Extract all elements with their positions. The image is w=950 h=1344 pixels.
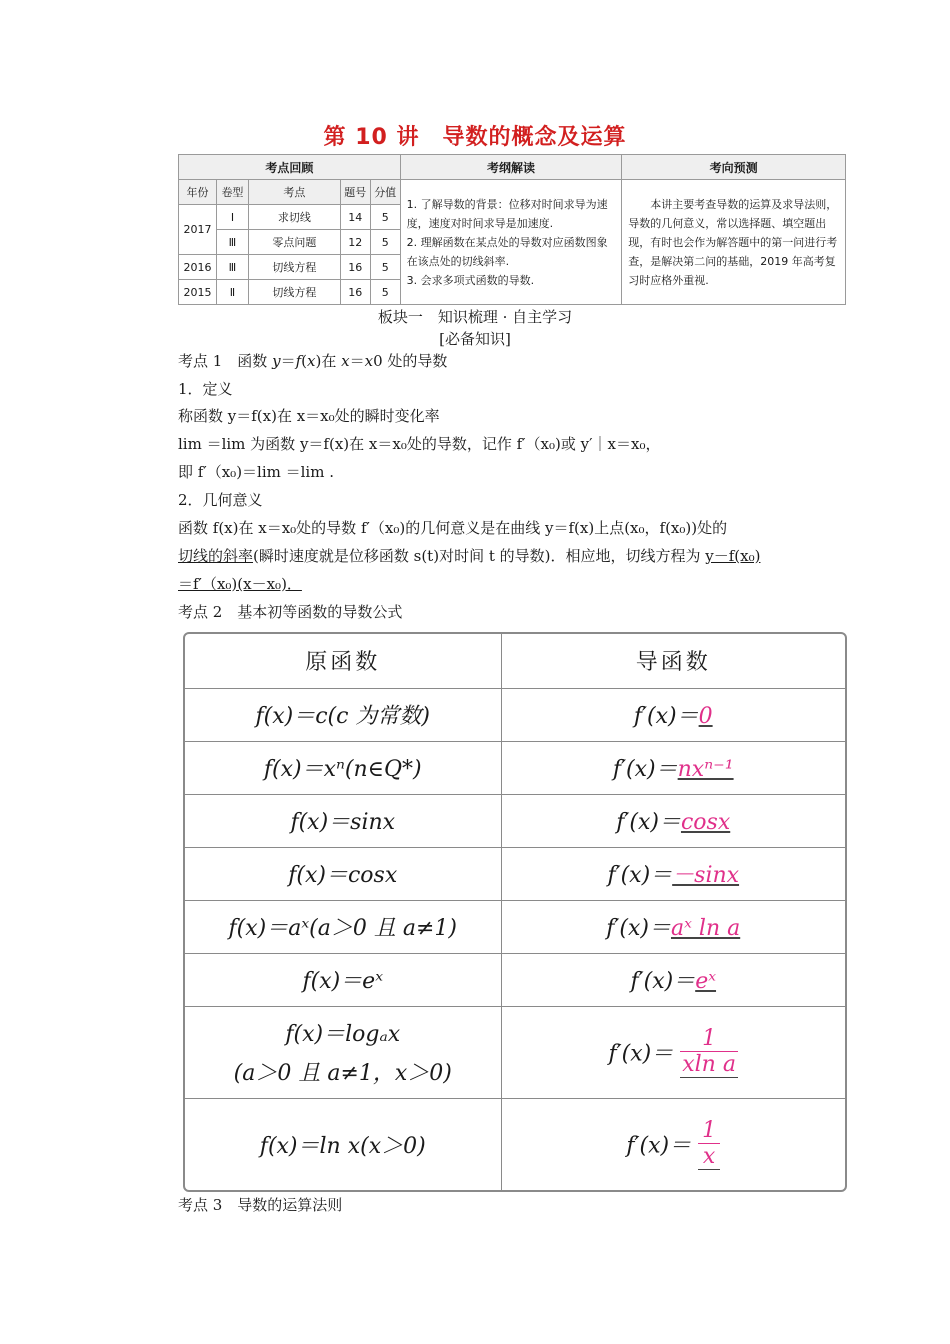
geometry-line: 切线的斜率(瞬时速度就是位移函数 s(t)对时间 t 的导数)．相应地，切线方程为 y－f(x₀) bbox=[178, 547, 761, 565]
derivative-answer: －sinx bbox=[672, 863, 740, 888]
table-cell-topic: 求切线 bbox=[248, 205, 340, 230]
definition-line: 称函数 y＝f(x)在 x＝x₀处的瞬时变化率 bbox=[178, 407, 440, 425]
original-function: f(x)＝logₐx (a＞0 且 a≠1，x＞0) bbox=[185, 1006, 501, 1098]
exam-overview-table bbox=[178, 154, 846, 305]
table-cell-score: 5 bbox=[370, 205, 400, 230]
table-cell-score: 5 bbox=[370, 255, 400, 280]
derivative-answer: cosx bbox=[680, 810, 731, 835]
subheader-topic: 考点 bbox=[248, 180, 340, 205]
point2-title: 考点 2 基本初等函数的导数公式 bbox=[178, 603, 403, 621]
derivative-cell: f′(x)＝aˣ ln a bbox=[501, 900, 845, 953]
derivative-cell: f′(x)＝ $\frac{1}{x}$ bbox=[501, 1098, 845, 1190]
point1-title: 考点 1 函数 y＝f(x)在 x＝x0 处的导数 bbox=[178, 352, 448, 370]
subheader-year: 年份 bbox=[179, 180, 217, 205]
table-cell-volume: Ⅲ bbox=[216, 255, 248, 280]
original-function: f(x)＝ln x(x＞0) bbox=[185, 1098, 501, 1190]
point3-title: 考点 3 导数的运算法则 bbox=[178, 1196, 343, 1214]
geometry-heading: 2．几何意义 bbox=[178, 491, 263, 509]
derivative-cell: f′(x)＝0 bbox=[501, 688, 845, 741]
table-cell-volume: Ⅰ bbox=[216, 205, 248, 230]
original-function: f(x)＝sinx bbox=[185, 794, 501, 847]
original-function: f(x)＝c(c 为常数) bbox=[185, 688, 501, 741]
derivative-answer: eˣ bbox=[695, 969, 717, 994]
table-cell-volume: Ⅲ bbox=[216, 230, 248, 255]
subheader-number: 题号 bbox=[340, 180, 370, 205]
derivative-cell: f′(x)＝nxⁿ⁻¹ bbox=[501, 741, 845, 794]
table-cell-year: 2016 bbox=[179, 255, 217, 280]
geometry-line: ＝f′（x₀)(x－x₀)． bbox=[178, 575, 302, 593]
subheader-score: 分值 bbox=[370, 180, 400, 205]
original-function: f(x)＝eˣ bbox=[185, 953, 501, 1006]
header-original-function: 原函数 bbox=[185, 634, 501, 688]
definition-heading: 1．定义 bbox=[178, 380, 233, 398]
geometry-line: 函数 f(x)在 x＝x₀处的导数 f′（x₀)的几何意义是在曲线 y＝f(x)上点(x₀，f(x₀))处的 bbox=[178, 519, 728, 537]
table-cell-volume: Ⅱ bbox=[216, 280, 248, 305]
table-cell-score: 5 bbox=[370, 280, 400, 305]
original-function: f(x)＝cosx bbox=[185, 847, 501, 900]
derivative-cell: f′(x)＝－sinx bbox=[501, 847, 845, 900]
derivative-answer: aˣ ln a bbox=[670, 916, 741, 941]
header-forecast: 考向预测 bbox=[622, 155, 846, 180]
table-cell-topic: 零点问题 bbox=[248, 230, 340, 255]
derivative-formula-table bbox=[183, 632, 847, 1192]
table-cell-year: 2015 bbox=[179, 280, 217, 305]
original-function: f(x)＝xⁿ(n∈Q*) bbox=[185, 741, 501, 794]
syllabus-item: 3. 会求多项式函数的导数. bbox=[406, 273, 535, 287]
table-cell-number: 12 bbox=[340, 230, 370, 255]
header-derivative: 导函数 bbox=[501, 634, 845, 688]
table-cell-number: 16 bbox=[340, 255, 370, 280]
section-subheading: [必备知识] bbox=[439, 330, 511, 348]
forecast-cell: 本讲主要考查导数的运算及求导法则，导数的几何意义，常以选择题、填空题出现，有时也会作为解答题中的第一问进行考查，是解决第二问的基础，2019 年高考复习时应格外重视. bbox=[622, 180, 846, 305]
table-cell-topic: 切线方程 bbox=[248, 255, 340, 280]
header-syllabus: 考纲解读 bbox=[400, 155, 622, 180]
definition-line: lim ＝lim 为函数 y＝f(x)在 x＝x₀处的导数，记作 f′（x₀)或 y′｜x＝x₀， bbox=[178, 435, 661, 453]
section-heading: 板块一 知识梳理 · 自主学习 bbox=[377, 308, 573, 326]
derivative-fraction: $\frac{1}{\text{xln a}}$ bbox=[682, 1026, 736, 1077]
derivative-cell: f′(x)＝ $\frac{1}{\text{xln a}}$ bbox=[501, 1006, 845, 1098]
table-cell-number: 16 bbox=[340, 280, 370, 305]
syllabus-item: 1. 了解导数的背景：位移对时间求导为速度，速度对时间求导是加速度. bbox=[406, 197, 608, 230]
table-cell-score: 5 bbox=[370, 230, 400, 255]
derivative-answer: nxⁿ⁻¹ bbox=[677, 757, 734, 782]
derivative-cell: f′(x)＝cosx bbox=[501, 794, 845, 847]
derivative-fraction: $\frac{1}{x}$ bbox=[698, 1118, 720, 1170]
table-cell-year: 2017 bbox=[179, 205, 217, 255]
page-title: 第 10 讲 导数的概念及运算 bbox=[323, 125, 627, 150]
table-cell-topic: 切线方程 bbox=[248, 280, 340, 305]
table-cell-number: 14 bbox=[340, 205, 370, 230]
derivative-cell: f′(x)＝eˣ bbox=[501, 953, 845, 1006]
original-function: f(x)＝aˣ(a＞0 且 a≠1) bbox=[185, 900, 501, 953]
header-review: 考点回顾 bbox=[179, 155, 401, 180]
syllabus-item: 2. 理解函数在某点处的导数对应函数图象在该点处的切线斜率. bbox=[406, 235, 608, 268]
definition-line: 即 f′（x₀)＝lim ＝lim . bbox=[178, 463, 334, 481]
subheader-volume: 卷型 bbox=[216, 180, 248, 205]
syllabus-cell bbox=[400, 180, 622, 305]
derivative-answer: 0 bbox=[698, 704, 713, 729]
